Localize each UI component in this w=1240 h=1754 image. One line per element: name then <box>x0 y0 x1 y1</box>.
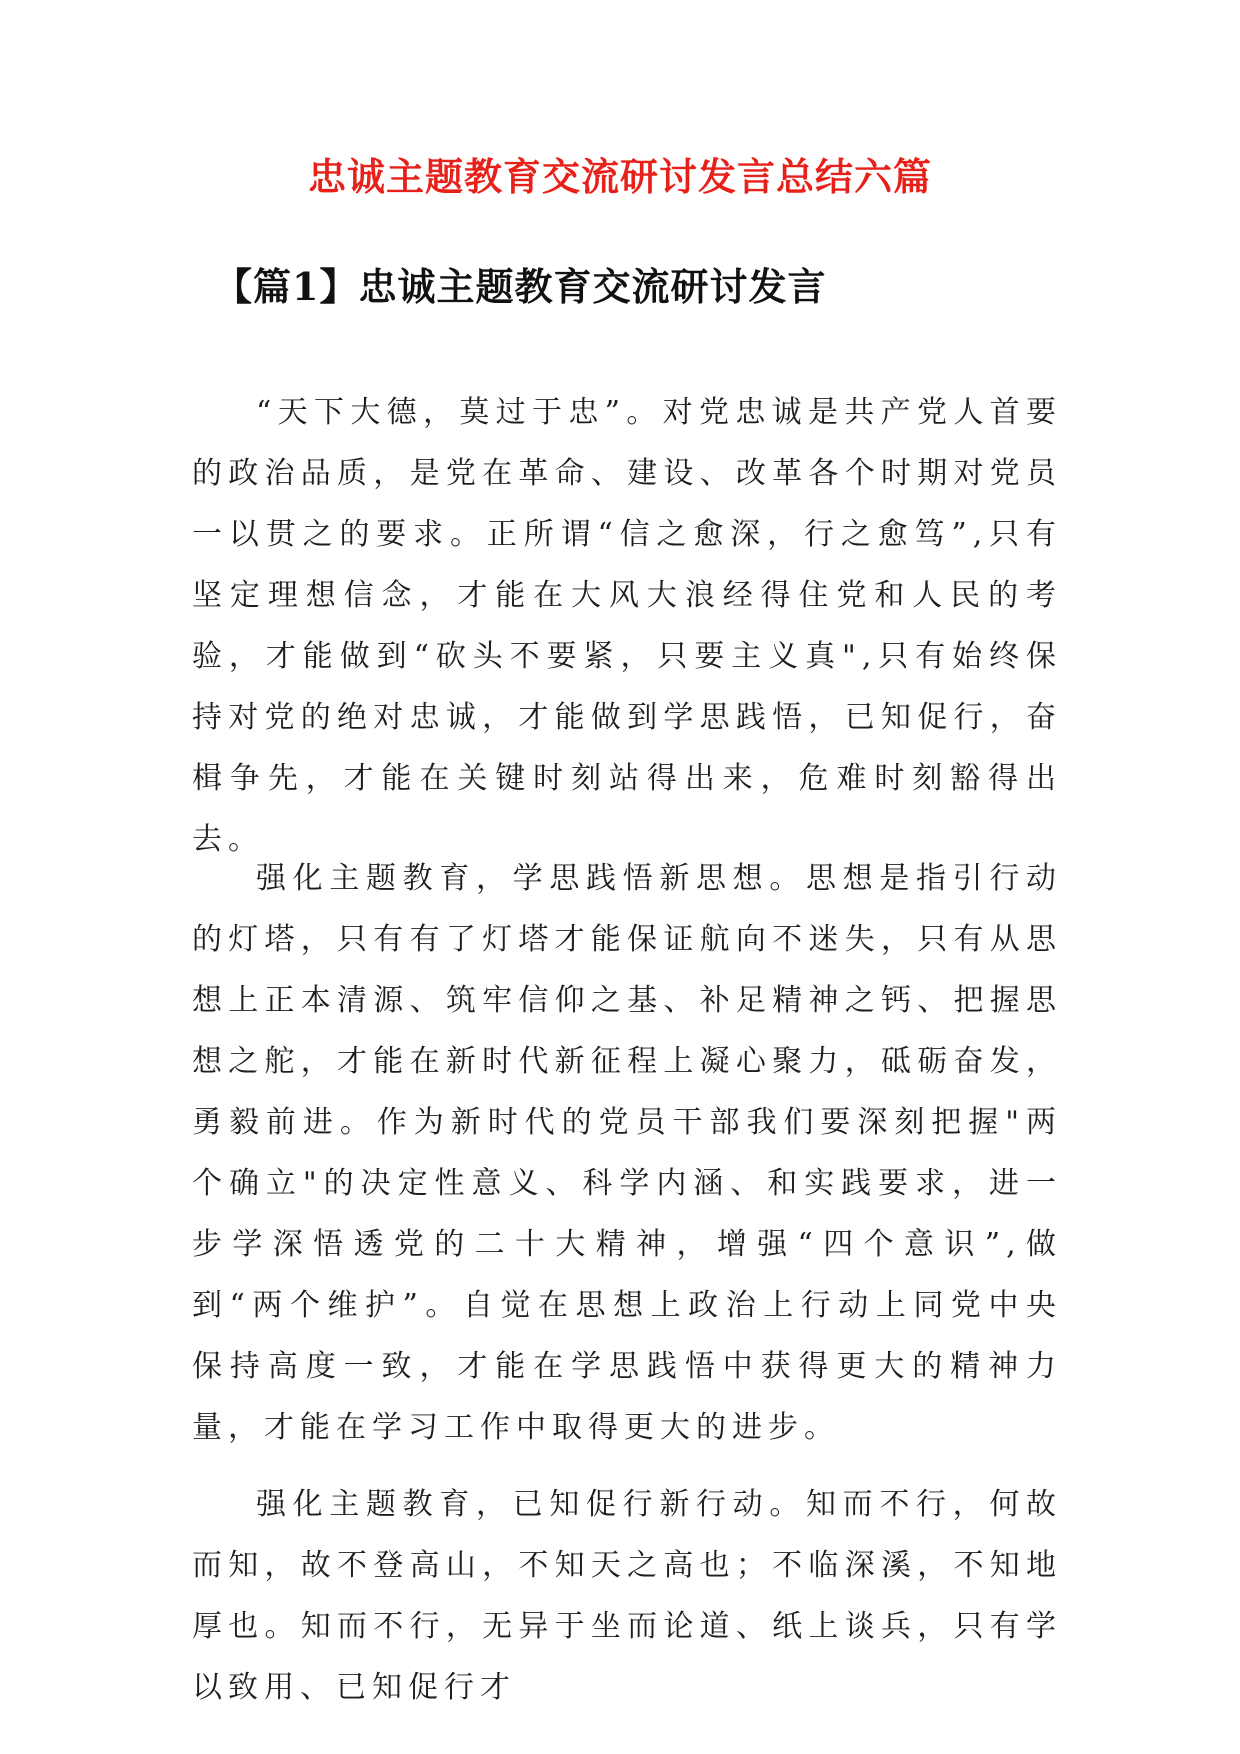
body-paragraph-2: 强化主题教育，学思践悟新思想。思想是指引行动的灯塔，只有有了灯塔才能保证航向不迷失，只有从思想上正本清源、筑牢信仰之基、补足精神之钙、把握思想之舵，才能在新时代新征程上凝心聚力，砥砺奋发，勇毅前进。作为新时代的党员干部我们要深刻把握"两个确立"的决定性意义、科学内涵、和实践要求，进一步学深悟透党的二十大精神，增强“四个意识”,做到“两个维护”。自觉在思想上政治上行动上同党中央保持高度一致，才能在学思践悟中获得更大的精神力量，才能在学习工作中取得更大的进步。 <box>192 861 1062 1445</box>
body-paragraph-1: “天下大德，莫过于忠”。对党忠诚是共产党人首要的政治品质，是党在革命、建设、改革各个时期对党员一以贯之的要求。正所谓“信之愈深，行之愈笃”,只有坚定理想信念，才能在大风大浪经得住党和人民的考验，才能做到“砍头不要紧，只要主义真",只有始终保持对党的绝对忠诚，才能做到学思践悟，已知促行，奋楫争先，才能在关键时刻站得出来，危难时刻豁得出去。 <box>192 395 1062 857</box>
document-title: 忠诚主题教育交流研讨发言总结六篇 <box>307 154 932 199</box>
body-paragraph-3: 强化主题教育，已知促行新行动。知而不行，何故而知，故不登高山，不知天之高也；不临深溪，不知地厚也。知而不行，无异于坐而论道、纸上谈兵，只有学以致用、已知促行才 <box>192 1487 1062 1705</box>
section-heading: 【篇1】忠诚主题教育交流研讨发言 <box>214 264 827 309</box>
